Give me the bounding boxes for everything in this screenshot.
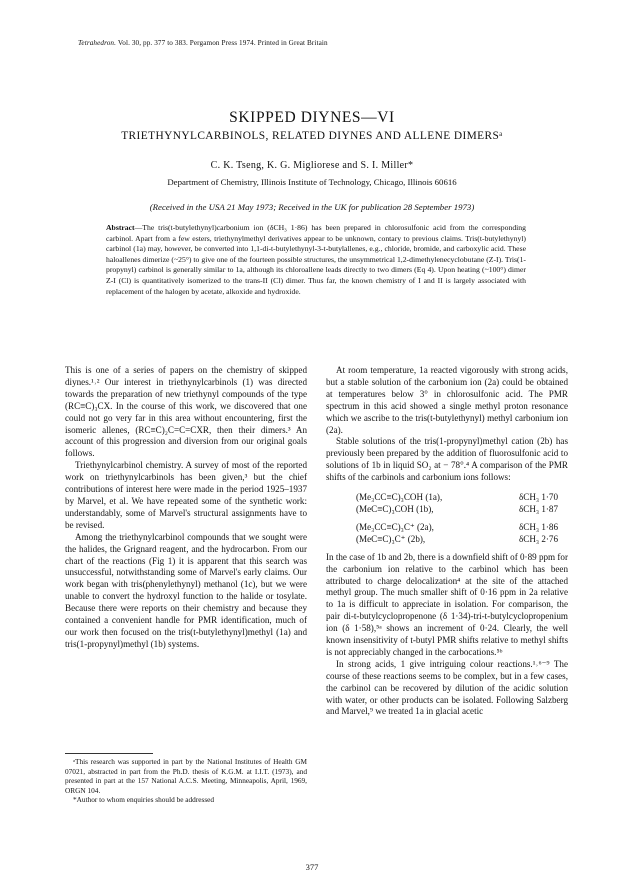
abstract-label: Abstract bbox=[106, 223, 135, 232]
received-dates: (Received in the USA 21 May 1973; Received in the UK for publication 28 September 1973) bbox=[149, 202, 475, 212]
formula-shift: δCH₃ 2·76 bbox=[518, 533, 558, 544]
formula-compound: (Me₃CC≡C)₃COH (1a), bbox=[356, 492, 443, 503]
journal-details: Vol. 30, pp. 377 to 383. Pergamon Press 1974. Printed in Great Britain bbox=[117, 39, 328, 47]
footnotes bbox=[65, 757, 307, 805]
formula-compound: (MeC≡C)₃C⁺ (2b), bbox=[356, 533, 426, 544]
paper-subtitle: TRIETHYNYLCARBINOLS, RELATED DIYNES AND ALLENE DIMERSᵃ bbox=[121, 130, 503, 142]
formula-shift: δCH₃ 1·70 bbox=[518, 492, 558, 503]
formula-compound: (MeC≡C)₃COH (1b), bbox=[356, 503, 434, 514]
formula-row bbox=[326, 492, 568, 504]
formula-row bbox=[326, 504, 568, 516]
pmr-shift-table bbox=[326, 492, 568, 546]
halides-paragraph: Among the triethynylcarbinol compounds that we sought were the halides, the Grignard reagent, and the hydrocarbon. From our chart of the reactions (Fig 1) it is apparent that this search was unsuccessful, notwithstanding some of Marvel's early claims. Our work began with tris(phenylethynyl) methanol (1c), but we were unable to convert the hydroxyl function to the halide or tosylate. Because there were reports on their chemistry and because they contained a convenient handle for PMR identification, much of our work then focused on the tris(t-butylethynyl)methyl (1a) and tris(1-propynyl)methyl (1b) systems. bbox=[65, 531, 307, 649]
formula-row bbox=[326, 522, 568, 534]
triethynylcarbinol-paragraph: Triethynylcarbinol chemistry. A survey of most of the reported work on triethynylcarbinols has been given,³ but the chief contributions of interest here were made in the period 1925–1937 by Marvel, et al. We have repeated some of the synthetic work: understandably, some of Marvel's structural assignments have to be revised. bbox=[65, 460, 307, 530]
formula-shift: δCH₃ 1·87 bbox=[518, 503, 558, 514]
downfield-shift-paragraph: In the case of 1b and 2b, there is a downfield shift of 0·89 ppm for the carbonium ion relative to the carbinol which has been attributed to charge delocalization⁴ at the site of the attached methyl group. The much smaller shift of 0·16 ppm in 2a relative to 1a is difficult to appreciate in isolation. For comparison, the pair di-t-butylcyclopropenone (δ 1·34)-tri-t-butylcyclopropenium ion (δ 1·58),⁵ᵃ shows an increment of 0·24. Clearly, the well known insensitivity of t-butyl PMR shifts relative to methyl shifts is not appreciably changed in the carbocations.⁵ᵇ bbox=[326, 551, 568, 657]
formula-compound: (Me₃CC≡C)₃C⁺ (2a), bbox=[356, 521, 434, 532]
journal-name: Tetrahedron. bbox=[78, 39, 117, 47]
footnote-divider bbox=[65, 753, 153, 754]
page-number: 377 bbox=[305, 862, 319, 872]
formula-shift: δCH₃ 1·86 bbox=[518, 521, 558, 532]
stable-solutions-paragraph: Stable solutions of the tris(1-propynyl)methyl cation (2b) has previously been prepared by the addition of fluorosulfonic acid to solutions of 1b in liquid SO₂ at − 78°.⁴ A comparison of the PMR shifts of the carbinols and carbonium ions follows: bbox=[326, 436, 568, 483]
authors: C. K. Tseng, K. G. Migliorese and S. I. Miller* bbox=[210, 160, 414, 171]
left-column bbox=[65, 365, 307, 651]
intro-paragraph: This is one of a series of papers on the chemistry of skipped diynes.¹˒² Our interest in triethynylcarbinols (1) was directed towards the preparation of new triethynyl compounds of the type (RC≡C)₃CX. In the course of this work, we discovered that one could not go very far in this area without encountering, first the isomeric allenes, (RC≡C)₂C=C=CXR, then their dimers.³ An account of this progression and diversion from our original goals follows. bbox=[65, 365, 307, 459]
formula-row bbox=[326, 534, 568, 546]
footnote-funding: ᵃThis research was supported in part by the National Institutes of Health GM 07021, abstracted in part from the Ph.D. thesis of K.G.M. at I.I.T. (1973), and presented in part at the 157 National A.C.S. Meeting, Minneapolis, April, 1969, ORGN 104. bbox=[65, 757, 307, 795]
room-temperature-paragraph: At room temperature, 1a reacted vigorously with strong acids, but a stable solution of the carbonium ion (2a) could be obtained at temperatures below 3° in chlorosulfonic acid. The PMR spectrum in this acid showed a single methyl proton resonance which we ascribe to the tris(t-butylethynyl) methyl carbonium ion (2a). bbox=[326, 365, 568, 435]
affiliation: Department of Chemistry, Illinois Institute of Technology, Chicago, Illinois 60616 bbox=[167, 177, 457, 187]
footnote-author: *Author to whom enquiries should be addressed bbox=[73, 795, 215, 805]
right-column bbox=[326, 365, 568, 718]
abstract-text: —The tris(t-butylethynyl)carbonium ion (δCH₃ 1·86) has been prepared in chlorosulfonic acid from the corresponding carbinol. Apart from a few esters, triethynylmethyl derivatives appear to be unknown, contary to previous claims. Tris(t-butylethynyl) carbinol (1a) may, however, be converted into 1,1-di-t-butylethynyl-3-t-butylallenes, e.g., chloride, bromide, and carboxylic acid. These haloallenes dimerize (~25°) to give one of the fourteen possible structures, the unsymmetrical 1,2-dimethylenecyclobutane (Z-I). Tris(1-propynyl) carbinol is generally similar to 1a, although its chloroallene leads directly to two dimers (Eq 4). Upon heating (~100°) dimer Z-I (Cl) is quantitatively isomerized to the trans-II (Cl) dimer. Thus far, the known chemistry of I and II is largely associated with replacement of the halogen by acetate, alkoxide and hydroxide. bbox=[106, 223, 526, 296]
colour-reactions-paragraph: In strong acids, 1 give intriguing colour reactions.¹˒⁶⁻⁹ The course of these reactions seems to be complex, but in a few cases, the carbinol can be recovered by dilution of the acidic solution with water, or other products can be isolated. Following Salzberg and Marvel,⁹ we treated 1a in glacial acetic bbox=[326, 658, 568, 717]
journal-citation bbox=[78, 39, 328, 47]
abstract bbox=[106, 223, 526, 297]
paper-title: SKIPPED DIYNES—VI bbox=[229, 109, 395, 126]
